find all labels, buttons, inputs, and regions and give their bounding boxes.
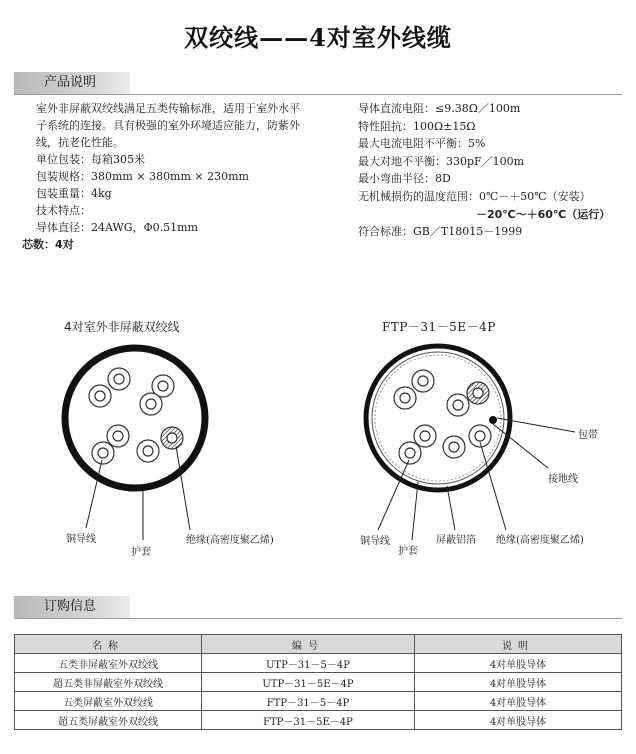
ftp-label-foil: 屏蔽铝箔 xyxy=(436,535,476,546)
table-row xyxy=(15,673,622,692)
order-table-header-row xyxy=(15,635,622,654)
ftp-label-ground: 接地线 xyxy=(548,474,578,485)
spec-impedance: 特性阻抗：100Ω±15Ω xyxy=(358,119,476,133)
page-title: 双绞线——4对室外线缆 xyxy=(184,23,452,52)
ftp-label-insulation: 绝缘(高密度聚乙烯) xyxy=(496,535,584,546)
ftp-label-tape: 包带 xyxy=(578,430,598,441)
header-description: 说明 xyxy=(415,635,622,654)
intro-text: 室外非屏蔽双绞线满足五类传输标准，适用于室外水平子系统的连接。具有极强的室外环境适应能力，防紫外线，抗老化性能。 xyxy=(36,102,300,149)
cell-description: 4对单股导体 xyxy=(415,673,622,692)
utp-label-insulation: 绝缘(高密度聚乙烯) xyxy=(186,535,274,546)
utp-label-jacket: 护套 xyxy=(131,547,151,558)
cell-name: 五类非屏蔽室外双绞线 xyxy=(15,654,202,673)
spec-temperature-install: 无机械损伤的温度范围：0℃－＋50℃（安装） xyxy=(358,189,591,203)
table-row xyxy=(15,711,622,730)
spec-resistance-unbalance: 最大电流电阻不平衡：5% xyxy=(358,137,486,151)
ftp-ground-wire xyxy=(489,416,497,424)
section-header-order: 订购信息 xyxy=(14,596,130,618)
spec-dc-resistance: 导体直流电阻：≤9.38Ω／100m xyxy=(358,102,521,115)
spec-packaging-unit: 单位包装：每箱305米 xyxy=(36,153,145,166)
spec-conductor-diameter: 导体直径：24AWG，Φ0.51mm xyxy=(36,221,198,234)
spec-bend-radius: 最小弯曲半径：8D xyxy=(358,172,451,186)
utp-label-copper: 铜导线 xyxy=(66,534,96,545)
cell-name: 超五类非屏蔽室外双绞线 xyxy=(15,673,202,692)
cell-code: FTP－31－5E－4P xyxy=(202,711,415,730)
ftp-cable-diagram xyxy=(366,346,575,540)
cell-code: UTP－31－5E－4P xyxy=(202,673,415,692)
spec-ground-unbalance: 最大对地不平衡：330pF／100m xyxy=(358,154,525,168)
spec-temperature-run-text: －20℃～＋60℃（运行） xyxy=(476,207,611,221)
header-code: 编号 xyxy=(202,635,415,654)
ftp-jacket-ring xyxy=(366,346,510,490)
ftp-diagram-title: FTP－31－5E－4P xyxy=(382,320,496,334)
order-table xyxy=(14,634,622,730)
cell-code: UTP－31－5－4P xyxy=(202,654,415,673)
cell-name: 超五类屏蔽室外双绞线 xyxy=(15,711,202,730)
utp-jacket-ring xyxy=(65,348,205,488)
cell-description: 4对单股导体 xyxy=(415,711,622,730)
table-row xyxy=(15,654,622,673)
cell-description: 4对单股导体 xyxy=(415,692,622,711)
spec-standard: 符合标准：GB／T18015－1999 xyxy=(358,225,523,239)
utp-cable-diagram xyxy=(65,348,205,540)
spec-packaging-weight: 包装重量：4kg xyxy=(36,187,112,200)
section-divider xyxy=(14,618,622,619)
spec-features: 技术特点： xyxy=(36,204,91,217)
table-row xyxy=(15,692,622,711)
cell-name: 五类屏蔽室外双绞线 xyxy=(15,692,202,711)
ftp-label-copper: 铜导线 xyxy=(360,536,390,547)
section-header-product: 产品说明 xyxy=(14,72,130,94)
utp-diagram-title: 4对室外非屏蔽双绞线 xyxy=(64,320,180,334)
spec-packaging-size: 包装规格：380mm × 380mm × 230mm xyxy=(36,170,249,183)
ftp-label-jacket: 护套 xyxy=(398,546,418,557)
cell-description: 4对单股导体 xyxy=(415,654,622,673)
spec-cores: 芯数：4对 xyxy=(22,238,74,251)
cell-code: FTP－31－5－4P xyxy=(202,692,415,711)
header-name: 名称 xyxy=(15,635,202,654)
